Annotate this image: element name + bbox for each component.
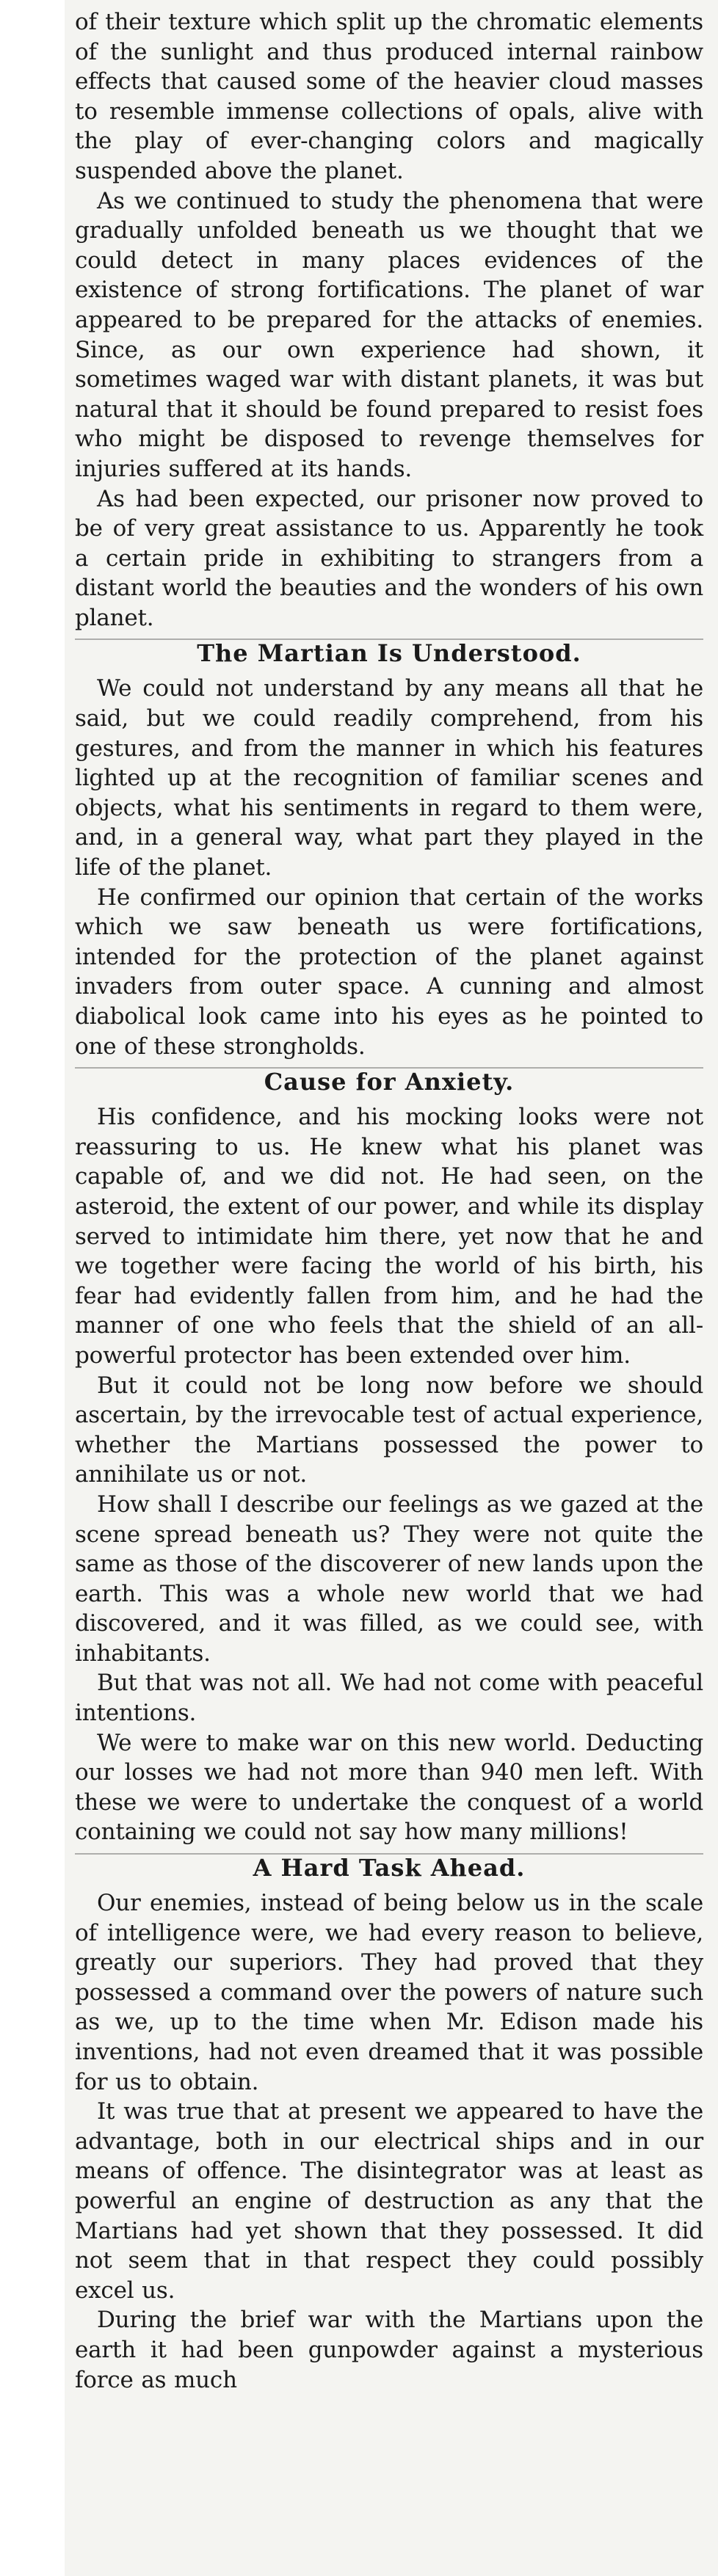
- paragraph: His confidence, and his mocking looks were not reassuring to us. He knew what his planet was capable of, and we did not. He had seen, on the asteroid, the extent of our power, and while its display served to intimidate him there, yet now that he and we together were facing the world of his birth, his fear had evidently fallen from him, and he had the manner of one who feels that the shield of an all-powerful protector has been extended over him.: [75, 1104, 703, 1369]
- article-body: [75, 7, 703, 2395]
- divider-rule: [75, 638, 703, 640]
- paragraph: As we continued to study the phenomena that were gradually unfolded beneath us we thought that we could detect in many places evidences of the existence of strong fortifications. The planet of war appeared to be prepared for the attacks of enemies. Since, as our own experience had shown, it sometimes waged war with distant planets, it was but natural that it should be found prepared to resist foes who might be disposed to revenge themselves for injuries suffered at its hands.: [75, 187, 703, 482]
- paragraph: But that was not all. We had not come with peaceful intentions.: [75, 1670, 703, 1727]
- paragraph: How shall I describe our feelings as we gazed at the scene spread beneath us? They were not quite the same as those of the discoverer of new lands upon the earth. This was a whole new world that we had discovered, and it was filled, as we could see, with inhabitants.: [75, 1491, 703, 1667]
- section-heading: A Hard Task Ahead.: [253, 1854, 526, 1882]
- section-heading: Cause for Anxiety.: [264, 1068, 515, 1096]
- divider-rule: [75, 1853, 703, 1855]
- section-heading: The Martian Is Understood.: [197, 639, 581, 668]
- paragraph: We were to make war on this new world. Deducting our losses we had not more than 940 men left. With these we were to undertake the conquest of a world containing we could not say how many millions!: [75, 1729, 703, 1846]
- paragraph: We could not understand by any means all that he said, but we could readily comprehend, from his gestures, and from the manner in which his features lighted up at the recognition of familiar scenes and objects, what his sentiments in regard to them were, and, in a general way, what part they played in the life of the planet.: [75, 675, 703, 881]
- paragraph: But it could not be long now before we should ascertain, by the irrevocable test of actual experience, whether the Martians possessed the power to annihilate us or not.: [75, 1372, 703, 1488]
- paragraph: of their texture which split up the chromatic elements of the sunlight and thus produced internal rainbow effects that caused some of the heavier cloud masses to resemble immense collections of opals, alive with the play of ever-changing colors and magically suspended above the planet.: [75, 9, 703, 184]
- paragraph: Our enemies, instead of being below us in the scale of intelligence were, we had every reason to believe, greatly our superiors. They had proved that they possessed a command over the powers of nature such as we, up to the time when Mr. Edison made his inventions, had not even dreamed that it was possible for us to obtain.: [75, 1890, 703, 2095]
- paragraph: During the brief war with the Martians upon the earth it had been gunpowder against a mysterious force as much: [75, 2307, 703, 2393]
- paragraph: It was true that at present we appeared to have the advantage, both in our electrical ships and in our means of offence. The disintegrator was at least as powerful an engine of destruction as any that the Martians had yet shown that they possessed. It did not seem that in that respect they could possibly excel us.: [75, 2098, 703, 2304]
- paragraph: He confirmed our opinion that certain of the works which we saw beneath us were fortifications, intended for the protection of the planet against invaders from outer space. A cunning and almost diabolical look came into his eyes as he pointed to one of these strongholds.: [75, 884, 703, 1060]
- divider-rule: [75, 1067, 703, 1069]
- paragraph: As had been expected, our prisoner now proved to be of very great assistance to us. Apparently he took a certain pride in exhibiting to strangers from a distant world the beauties and the wonders of his own planet.: [75, 485, 703, 631]
